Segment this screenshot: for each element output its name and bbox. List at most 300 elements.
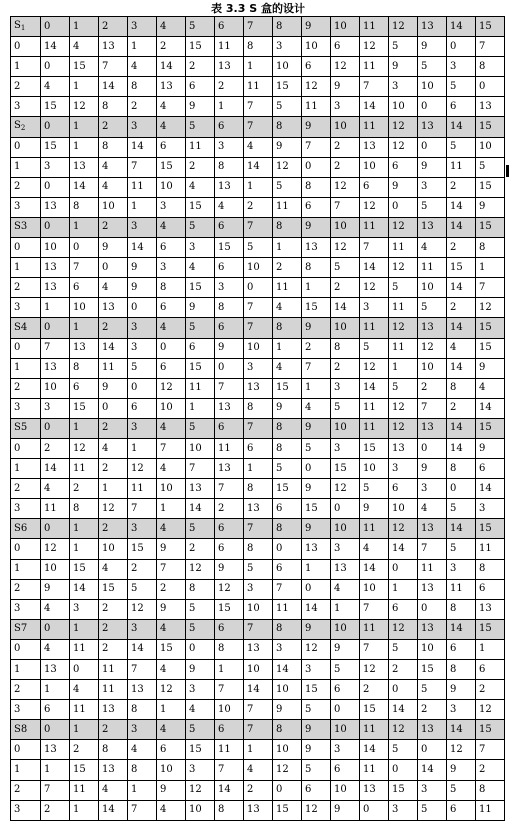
row-index: 0 bbox=[11, 539, 41, 559]
sbox-cell: 5 bbox=[418, 680, 447, 700]
column-header: 9 bbox=[302, 418, 331, 438]
sbox-cell: 0 bbox=[389, 559, 418, 579]
sbox-cell: 6 bbox=[157, 358, 186, 378]
sbox-cell: 5 bbox=[418, 197, 447, 217]
sbox-cell: 6 bbox=[302, 57, 331, 77]
sbox-cell: 0 bbox=[447, 479, 476, 499]
sbox-cell: 8 bbox=[215, 800, 244, 820]
sbox-cell: 15 bbox=[273, 479, 302, 499]
sbox-cell: 3 bbox=[418, 177, 447, 197]
sbox-cell: 11 bbox=[389, 298, 418, 318]
sbox-cell: 10 bbox=[186, 800, 215, 820]
column-header: 6 bbox=[215, 720, 244, 740]
sbox-cell: 10 bbox=[389, 97, 418, 117]
sbox-cell: 15 bbox=[128, 539, 157, 559]
sbox-cell: 11 bbox=[41, 499, 70, 519]
column-header: 4 bbox=[157, 619, 186, 639]
column-header: 12 bbox=[389, 720, 418, 740]
table-row bbox=[11, 238, 505, 258]
sbox-cell: 6 bbox=[331, 680, 360, 700]
sbox-cell: 13 bbox=[99, 760, 128, 780]
sbox-cell: 2 bbox=[476, 680, 505, 700]
sbox-cell: 12 bbox=[331, 479, 360, 499]
row-index: 3 bbox=[11, 97, 41, 117]
sbox-cell: 13 bbox=[302, 238, 331, 258]
sbox-cell: 15 bbox=[157, 157, 186, 177]
sbox-cell: 11 bbox=[476, 800, 505, 820]
sbox-cell: 12 bbox=[476, 298, 505, 318]
sbox-cell: 6 bbox=[70, 378, 99, 398]
table-row bbox=[11, 137, 505, 157]
sbox-cell: 10 bbox=[418, 639, 447, 659]
sbox-cell: 12 bbox=[128, 599, 157, 619]
sbox-cell: 7 bbox=[41, 338, 70, 358]
sbox-cell: 5 bbox=[447, 77, 476, 97]
sbox-cell: 4 bbox=[418, 499, 447, 519]
column-header: 14 bbox=[447, 318, 476, 338]
sbox-cell: 8 bbox=[244, 539, 273, 559]
sbox-cell: 9 bbox=[389, 177, 418, 197]
sbox-cell: 8 bbox=[215, 639, 244, 659]
row-index: 2 bbox=[11, 479, 41, 499]
sbox-cell: 9 bbox=[418, 459, 447, 479]
sbox-cell: 6 bbox=[447, 639, 476, 659]
sbox-cell: 2 bbox=[70, 479, 99, 499]
sbox-cell: 5 bbox=[302, 700, 331, 720]
sbox-cell: 14 bbox=[476, 479, 505, 499]
sbox-cell: 13 bbox=[99, 700, 128, 720]
sbox-header-row bbox=[11, 720, 505, 740]
sbox-cell: 6 bbox=[360, 177, 389, 197]
sbox-cell: 7 bbox=[418, 398, 447, 418]
sbox-cell: 0 bbox=[418, 438, 447, 458]
sbox-cell: 6 bbox=[215, 539, 244, 559]
sbox-cell: 3 bbox=[331, 438, 360, 458]
table-row bbox=[11, 77, 505, 97]
sbox-cell: 12 bbox=[360, 197, 389, 217]
sbox-cell: 12 bbox=[157, 378, 186, 398]
sbox-cell: 7 bbox=[186, 459, 215, 479]
column-header: 3 bbox=[128, 519, 157, 539]
sbox-cell: 4 bbox=[244, 137, 273, 157]
sbox-cell: 13 bbox=[41, 358, 70, 378]
sbox-cell: 10 bbox=[476, 137, 505, 157]
sbox-cell: 12 bbox=[186, 559, 215, 579]
table-row bbox=[11, 197, 505, 217]
sbox-cell: 1 bbox=[302, 378, 331, 398]
row-index: 3 bbox=[11, 499, 41, 519]
sbox-cell: 9 bbox=[273, 398, 302, 418]
column-header: 2 bbox=[99, 720, 128, 740]
sbox-cell: 1 bbox=[157, 499, 186, 519]
column-header: 14 bbox=[447, 720, 476, 740]
sbox-cell: 3 bbox=[215, 137, 244, 157]
column-header: 7 bbox=[244, 519, 273, 539]
sbox-cell: 1 bbox=[244, 57, 273, 77]
sbox-cell: 8 bbox=[128, 77, 157, 97]
sbox-cell: 14 bbox=[244, 680, 273, 700]
column-header: 1 bbox=[70, 17, 99, 37]
table-row bbox=[11, 358, 505, 378]
column-header: 0 bbox=[41, 17, 70, 37]
sbox-cell: 5 bbox=[447, 780, 476, 800]
table-row bbox=[11, 599, 505, 619]
sbox-cell: 6 bbox=[302, 197, 331, 217]
sbox-cell: 7 bbox=[128, 660, 157, 680]
sbox-cell: 15 bbox=[389, 780, 418, 800]
sbox-cell: 12 bbox=[418, 338, 447, 358]
sbox-cell: 3 bbox=[244, 358, 273, 378]
sbox-cell: 1 bbox=[302, 559, 331, 579]
sbox-cell: 13 bbox=[244, 378, 273, 398]
sbox-cell: 4 bbox=[99, 438, 128, 458]
sbox-cell: 13 bbox=[41, 740, 70, 760]
column-header: 6 bbox=[215, 619, 244, 639]
sbox-cell: 5 bbox=[273, 97, 302, 117]
sbox-cell: 0 bbox=[41, 57, 70, 77]
column-header: 15 bbox=[476, 519, 505, 539]
column-header: 11 bbox=[360, 217, 389, 237]
table-row bbox=[11, 499, 505, 519]
sbox-cell: 9 bbox=[273, 700, 302, 720]
sbox-cell: 4 bbox=[128, 740, 157, 760]
sbox-cell: 7 bbox=[99, 57, 128, 77]
sbox-cell: 9 bbox=[186, 97, 215, 117]
column-header: 13 bbox=[418, 318, 447, 338]
sbox-cell: 14 bbox=[447, 197, 476, 217]
table-row bbox=[11, 258, 505, 278]
table-row bbox=[11, 579, 505, 599]
sbox-cell: 6 bbox=[273, 559, 302, 579]
sbox-cell: 7 bbox=[128, 157, 157, 177]
sbox-cell: 7 bbox=[476, 278, 505, 298]
sbox-cell: 7 bbox=[302, 358, 331, 378]
column-header: 0 bbox=[41, 318, 70, 338]
sbox-cell: 6 bbox=[476, 660, 505, 680]
sbox-cell: 1 bbox=[215, 97, 244, 117]
column-header: 14 bbox=[447, 17, 476, 37]
sbox-cell: 0 bbox=[447, 37, 476, 57]
sbox-cell: 6 bbox=[157, 238, 186, 258]
sbox-cell: 9 bbox=[99, 378, 128, 398]
sbox-cell: 9 bbox=[157, 539, 186, 559]
sbox-cell: 5 bbox=[128, 579, 157, 599]
sbox-cell: 11 bbox=[360, 398, 389, 418]
sbox-cell: 6 bbox=[186, 77, 215, 97]
column-header: 1 bbox=[70, 619, 99, 639]
column-header: 6 bbox=[215, 117, 244, 137]
sbox-cell: 8 bbox=[244, 398, 273, 418]
sbox-cell: 8 bbox=[331, 338, 360, 358]
column-header: 5 bbox=[186, 418, 215, 438]
column-header: 4 bbox=[157, 418, 186, 438]
sbox-cell: 14 bbox=[360, 740, 389, 760]
row-index: 0 bbox=[11, 338, 41, 358]
sbox-cell: 9 bbox=[302, 740, 331, 760]
sbox-cell: 3 bbox=[215, 278, 244, 298]
sbox-cell: 7 bbox=[302, 137, 331, 157]
sbox-cell: 15 bbox=[186, 740, 215, 760]
sbox-cell: 12 bbox=[41, 539, 70, 559]
sbox-cell: 0 bbox=[244, 278, 273, 298]
sbox-cell: 2 bbox=[447, 177, 476, 197]
sbox-cell: 13 bbox=[389, 438, 418, 458]
sbox-cell: 10 bbox=[273, 680, 302, 700]
sbox-cell: 15 bbox=[302, 680, 331, 700]
table-row bbox=[11, 700, 505, 720]
sbox-cell: 12 bbox=[389, 398, 418, 418]
sbox-cell: 3 bbox=[157, 197, 186, 217]
sbox-cell: 4 bbox=[244, 760, 273, 780]
sbox-cell: 15 bbox=[215, 599, 244, 619]
sbox-cell: 6 bbox=[157, 137, 186, 157]
sbox-cell: 13 bbox=[418, 579, 447, 599]
column-header: 1 bbox=[70, 318, 99, 338]
column-header: 14 bbox=[447, 117, 476, 137]
column-header: 11 bbox=[360, 720, 389, 740]
column-header: 5 bbox=[186, 17, 215, 37]
sbox-cell: 15 bbox=[273, 800, 302, 820]
sbox-cell: 11 bbox=[99, 680, 128, 700]
sbox-cell: 1 bbox=[273, 338, 302, 358]
sbox-cell: 6 bbox=[331, 37, 360, 57]
sbox-cell: 9 bbox=[186, 660, 215, 680]
sbox-cell: 2 bbox=[302, 338, 331, 358]
column-header: 13 bbox=[418, 17, 447, 37]
sbox-cell: 11 bbox=[215, 438, 244, 458]
sbox-cell: 2 bbox=[157, 37, 186, 57]
sbox-cell: 9 bbox=[157, 599, 186, 619]
column-header: 1 bbox=[70, 117, 99, 137]
sbox-cell: 10 bbox=[360, 459, 389, 479]
sbox-cell: 4 bbox=[186, 700, 215, 720]
column-header: 10 bbox=[331, 217, 360, 237]
sbox-cell: 10 bbox=[99, 539, 128, 559]
sbox-cell: 11 bbox=[273, 197, 302, 217]
sbox-cell: 2 bbox=[186, 157, 215, 177]
sbox-cell: 15 bbox=[70, 398, 99, 418]
sbox-cell: 0 bbox=[418, 599, 447, 619]
sbox-cell: 7 bbox=[360, 238, 389, 258]
sbox-cell: 13 bbox=[360, 780, 389, 800]
sbox-cell: 12 bbox=[389, 258, 418, 278]
row-index: 2 bbox=[11, 177, 41, 197]
sbox-cell: 14 bbox=[128, 639, 157, 659]
table-row bbox=[11, 97, 505, 117]
column-header: 8 bbox=[273, 217, 302, 237]
sbox-cell: 0 bbox=[389, 680, 418, 700]
sbox-cell: 9 bbox=[302, 479, 331, 499]
sbox-cell: 2 bbox=[389, 660, 418, 680]
sbox-cell: 2 bbox=[360, 680, 389, 700]
sbox-cell: 10 bbox=[360, 579, 389, 599]
sbox-cell: 3 bbox=[186, 680, 215, 700]
sbox-cell: 5 bbox=[273, 459, 302, 479]
sbox-cell: 4 bbox=[157, 459, 186, 479]
sbox-cell: 6 bbox=[302, 780, 331, 800]
sbox-cell: 4 bbox=[476, 378, 505, 398]
sbox-cell: 13 bbox=[244, 800, 273, 820]
column-header: 14 bbox=[447, 217, 476, 237]
sbox-cell: 9 bbox=[360, 499, 389, 519]
column-header: 10 bbox=[331, 418, 360, 438]
row-index: 3 bbox=[11, 298, 41, 318]
sbox-cell: 12 bbox=[447, 740, 476, 760]
sbox-cell: 6 bbox=[186, 338, 215, 358]
table-caption: 表 3.3 S 盒的设计 bbox=[211, 2, 305, 15]
sbox-cell: 9 bbox=[331, 639, 360, 659]
sbox-cell: 2 bbox=[215, 499, 244, 519]
sbox-cell: 8 bbox=[302, 177, 331, 197]
sbox-cell: 2 bbox=[128, 97, 157, 117]
sbox-cell: 11 bbox=[70, 780, 99, 800]
sbox-cell: 2 bbox=[273, 258, 302, 278]
sbox-cell: 6 bbox=[476, 579, 505, 599]
sbox-cell: 8 bbox=[244, 37, 273, 57]
sbox-cell: 5 bbox=[331, 258, 360, 278]
sbox-table bbox=[10, 16, 505, 821]
sbox-cell: 10 bbox=[389, 499, 418, 519]
column-header: 2 bbox=[99, 619, 128, 639]
column-header: 11 bbox=[360, 318, 389, 338]
row-index: 3 bbox=[11, 599, 41, 619]
sbox-cell: 11 bbox=[476, 539, 505, 559]
sbox-cell: 13 bbox=[70, 157, 99, 177]
sbox-cell: 11 bbox=[244, 77, 273, 97]
column-header: 7 bbox=[244, 720, 273, 740]
sbox-cell: 15 bbox=[273, 378, 302, 398]
column-header: 12 bbox=[389, 519, 418, 539]
column-header: 11 bbox=[360, 619, 389, 639]
sbox-cell: 12 bbox=[273, 157, 302, 177]
column-header: 11 bbox=[360, 418, 389, 438]
sbox-cell: 11 bbox=[128, 479, 157, 499]
table-row bbox=[11, 559, 505, 579]
sbox-cell: 2 bbox=[186, 57, 215, 77]
sbox-cell: 1 bbox=[128, 197, 157, 217]
sbox-cell: 14 bbox=[99, 77, 128, 97]
column-header: 12 bbox=[389, 17, 418, 37]
sbox-cell: 3 bbox=[186, 238, 215, 258]
sbox-cell: 10 bbox=[273, 57, 302, 77]
sbox-cell: 15 bbox=[476, 338, 505, 358]
sbox-cell: 14 bbox=[215, 780, 244, 800]
sbox-cell: 8 bbox=[447, 459, 476, 479]
sbox-cell: 0 bbox=[476, 77, 505, 97]
sbox-cell: 1 bbox=[331, 599, 360, 619]
column-header: 10 bbox=[331, 17, 360, 37]
sbox-cell: 13 bbox=[70, 338, 99, 358]
column-header: 9 bbox=[302, 117, 331, 137]
sbox-cell: 5 bbox=[389, 639, 418, 659]
sbox-cell: 12 bbox=[302, 800, 331, 820]
sbox-cell: 7 bbox=[157, 438, 186, 458]
sbox-cell: 1 bbox=[41, 680, 70, 700]
sbox-cell: 8 bbox=[447, 599, 476, 619]
row-index: 3 bbox=[11, 700, 41, 720]
sbox-cell: 5 bbox=[389, 278, 418, 298]
sbox-cell: 10 bbox=[244, 660, 273, 680]
sbox-cell: 0 bbox=[157, 338, 186, 358]
sbox-cell: 7 bbox=[244, 97, 273, 117]
sbox-cell: 15 bbox=[360, 700, 389, 720]
sbox-cell: 8 bbox=[186, 579, 215, 599]
column-header: 3 bbox=[128, 720, 157, 740]
sbox-cell: 8 bbox=[128, 700, 157, 720]
sbox-cell: 8 bbox=[128, 760, 157, 780]
sbox-cell: 3 bbox=[331, 97, 360, 117]
sbox-cell: 3 bbox=[389, 800, 418, 820]
sbox-cell: 14 bbox=[157, 57, 186, 77]
sbox-cell: 2 bbox=[99, 599, 128, 619]
column-header: 4 bbox=[157, 519, 186, 539]
sbox-cell: 2 bbox=[418, 700, 447, 720]
sbox-header-row bbox=[11, 217, 505, 237]
sbox-cell: 15 bbox=[273, 77, 302, 97]
sbox-cell: 10 bbox=[360, 157, 389, 177]
sbox-cell: 9 bbox=[447, 680, 476, 700]
sbox-cell: 5 bbox=[418, 298, 447, 318]
sbox-cell: 0 bbox=[273, 539, 302, 559]
sbox-label: S7 bbox=[11, 619, 41, 639]
sbox-cell: 6 bbox=[244, 438, 273, 458]
sbox-cell: 15 bbox=[70, 760, 99, 780]
sbox-cell: 12 bbox=[302, 77, 331, 97]
sbox-cell: 15 bbox=[157, 639, 186, 659]
sbox-cell: 13 bbox=[128, 680, 157, 700]
column-header: 3 bbox=[128, 318, 157, 338]
sbox-cell: 3 bbox=[389, 459, 418, 479]
sbox-cell: 6 bbox=[389, 157, 418, 177]
sbox-label: $S_1$ bbox=[11, 17, 41, 37]
sbox-cell: 0 bbox=[418, 97, 447, 117]
column-header: 0 bbox=[41, 619, 70, 639]
sbox-cell: 15 bbox=[418, 660, 447, 680]
sbox-cell: 1 bbox=[70, 539, 99, 559]
column-header: 3 bbox=[128, 619, 157, 639]
sbox-cell: 0 bbox=[186, 639, 215, 659]
sbox-cell: 2 bbox=[418, 378, 447, 398]
column-header: 10 bbox=[331, 720, 360, 740]
column-header: 7 bbox=[244, 17, 273, 37]
sbox-cell: 10 bbox=[157, 177, 186, 197]
sbox-cell: 8 bbox=[476, 780, 505, 800]
sbox-cell: 3 bbox=[186, 760, 215, 780]
sbox-cell: 6 bbox=[447, 97, 476, 117]
sbox-cell: 6 bbox=[41, 700, 70, 720]
sbox-cell: 7 bbox=[128, 499, 157, 519]
sbox-cell: 1 bbox=[128, 438, 157, 458]
sbox-cell: 3 bbox=[447, 57, 476, 77]
sbox-cell: 2 bbox=[447, 298, 476, 318]
column-header: 13 bbox=[418, 217, 447, 237]
sbox-cell: 13 bbox=[99, 298, 128, 318]
sbox-cell: 15 bbox=[215, 238, 244, 258]
sbox-cell: 5 bbox=[244, 559, 273, 579]
sbox-cell: 9 bbox=[186, 298, 215, 318]
column-header: 5 bbox=[186, 217, 215, 237]
sbox-cell: 12 bbox=[273, 760, 302, 780]
sbox-cell: 3 bbox=[418, 780, 447, 800]
sbox-cell: 13 bbox=[331, 559, 360, 579]
sbox-cell: 14 bbox=[186, 499, 215, 519]
sbox-cell: 2 bbox=[41, 800, 70, 820]
sbox-cell: 9 bbox=[128, 278, 157, 298]
sbox-cell: 5 bbox=[186, 599, 215, 619]
sbox-cell: 12 bbox=[157, 680, 186, 700]
sbox-cell: 2 bbox=[331, 278, 360, 298]
column-header: 13 bbox=[418, 418, 447, 438]
